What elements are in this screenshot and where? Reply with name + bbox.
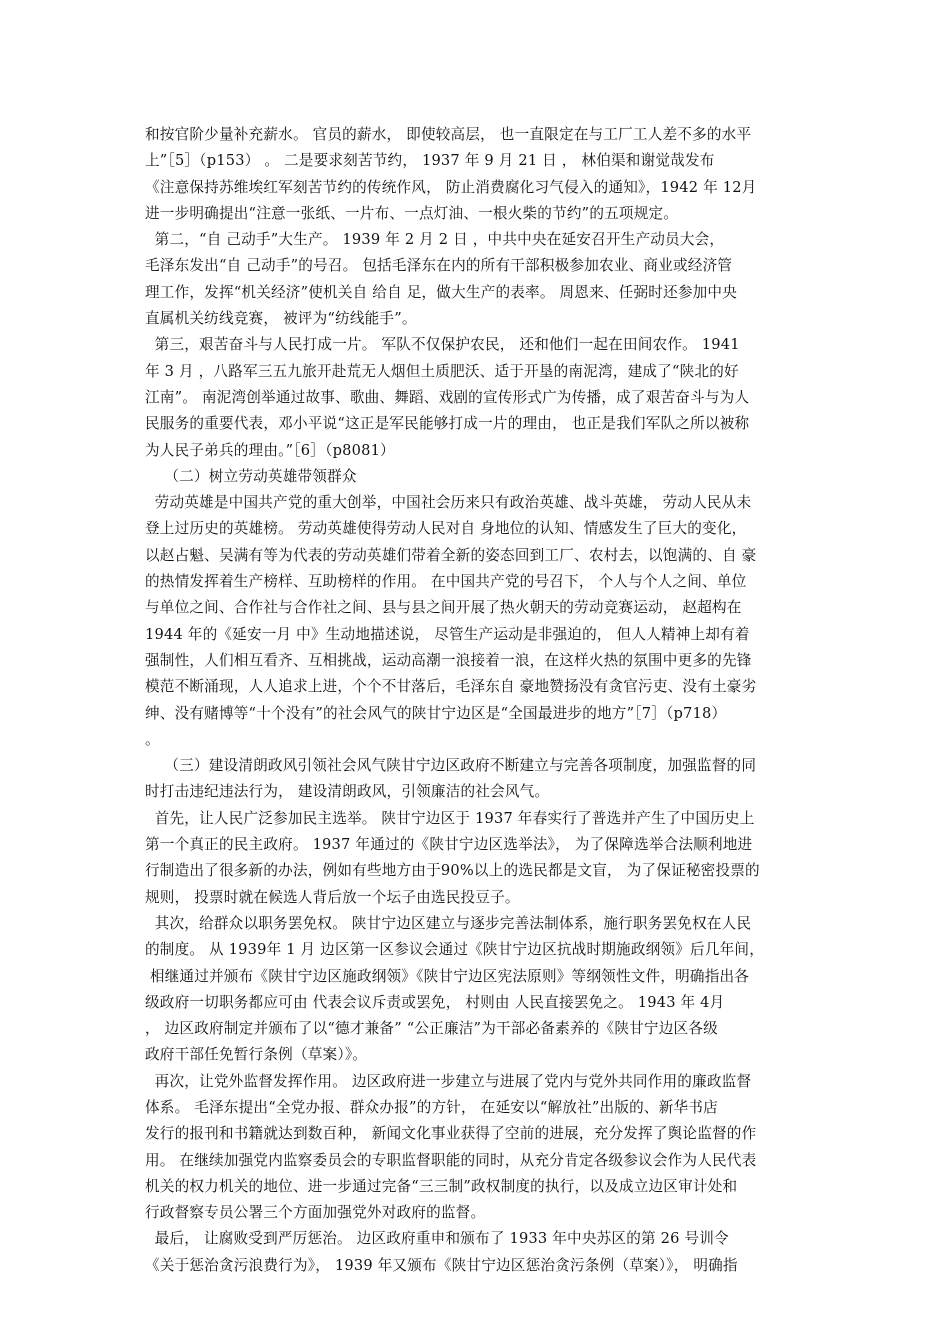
text-line: 再次，让党外监督发挥作用。 边区政府进一步建立与进展了党内与党外共同作用的廉政监督 bbox=[145, 1072, 752, 1090]
text-line: 政府干部任免暂行条例（草案）》。 bbox=[145, 1046, 368, 1064]
text-line: 与单位之间、合作社与合作社之间、县与县之间开展了热火朝天的劳动竞赛运动， 赵超构在 bbox=[145, 599, 742, 617]
text-line: 的热情发挥着生产榜样、互助榜样的作用。 在中国共产党的号召下， 个人与个人之间、单位 bbox=[145, 573, 747, 591]
text-line: 发行的报刊和书籍就达到数百种， 新闻文化事业获得了空前的进展，充分发挥了舆论监督的作 bbox=[145, 1125, 757, 1143]
text-line: 规则， 投票时就在候选人背后放一个坛子由选民投豆子。 bbox=[145, 888, 520, 906]
text-line: 第三，艰苦奋斗与人民打成一片。 军队不仅保护农民， 还和他们一起在田间农作。 1941 bbox=[145, 336, 740, 354]
text-line: 劳动英雄是中国共产党的重大创举，中国社会历来只有政治英雄、战斗英雄， 劳动人民从未 bbox=[145, 494, 752, 512]
text-line: 行政督察专员公署三个方面加强党外对政府的监督。 bbox=[145, 1204, 486, 1222]
text-line: 和按官阶少量补充薪水。 官员的薪水， 即使较高层， 也一直限定在与工厂工人差不多的水平 bbox=[145, 126, 752, 143]
section-heading: （三）建设清朗政风引领社会风气陕甘宁边区政府不断建立与完善各项制度，加强监督的同 bbox=[145, 757, 757, 775]
text-line: 用。 在继续加强党内监察委员会的专职监督职能的同时，从充分肯定各级参议会作为人民代表 bbox=[145, 1151, 757, 1169]
text-line: 登上过历史的英雄榜。 劳动英雄使得劳动人民对自 身地位的认知、情感发生了巨大的变化， bbox=[145, 520, 747, 538]
text-line: 毛泽东发出“自 己动手”的号召。 包括毛泽东在内的所有干部积极参加农业、商业或经济管 bbox=[145, 257, 733, 275]
text-line: 《关于惩治贪污浪费行为》， 1939 年又颁布《陕甘宁边区惩治贪污条例（草案）》， 明确指 bbox=[145, 1256, 738, 1274]
text-line: 绅、没有赌博等“十个没有”的社会风气的陕甘宁边区是“全国最进步的地方”［7］（p718） bbox=[145, 704, 727, 722]
text-line: 最后， 让腐败受到严厉惩治。 边区政府重申和颁布了 1933 年中央苏区的第 26 号训令 bbox=[145, 1230, 729, 1248]
text-line: ， 边区政府制定并颁布了以“德才兼备” “公正廉洁”为干部必备素养的《陕甘宁边区各级 bbox=[145, 1020, 718, 1038]
text-line: 相继通过并颁布《陕甘宁边区施政纲领》《陕甘宁边区宪法原则》等纲领性文件，明确指出各 bbox=[145, 967, 750, 985]
text-line: 体系。 毛泽东提出“全党办报、群众办报”的方针， 在延安以“解放社”出版的、新华书店 bbox=[145, 1098, 718, 1116]
text-line: 年 3 月 ，八路军三五九旅开赴荒无人烟但土质肥沃、适于开垦的南泥湾，建成了“陕北的好 bbox=[145, 362, 739, 380]
text-line: 上”［5］（p153） 。 二是要求刻苦节约， 1937 年 9 月 21 日 ， 林伯渠和谢觉哉发布 bbox=[145, 152, 715, 170]
text-line: 。 bbox=[145, 730, 160, 748]
text-line: 进一步明确提出“注意一张纸、一片布、一点灯油、一根火柴的节约”的五项规定。 bbox=[145, 204, 679, 222]
text-line: 时打击违纪违法行为， 建设清朗政风，引领廉洁的社会风气。 bbox=[145, 783, 550, 801]
text-line: 首先，让人民广泛参加民主选举。 陕甘宁边区于 1937 年春实行了普选并产生了中国历史上 bbox=[145, 809, 755, 827]
text-line: 第一个真正的民主政府。 1937 年通过的《陕甘宁边区选举法》， 为了保障选举合法顺利地进 bbox=[145, 836, 753, 854]
section-heading: （二）树立劳动英雄带领群众 bbox=[145, 467, 357, 485]
text-line: 的制度。 从 1939年 1 月 边区第一区参议会通过《陕甘宁边区抗战时期施政纲领》后几年间， bbox=[145, 941, 764, 959]
text-line: 机关的权力机关的地位、进一步通过完备“三三制”政权制度的执行，以及成立边区审计处和 bbox=[145, 1177, 738, 1195]
text-line: 第二，“自 己动手”大生产。 1939 年 2 月 2 日 ，中共中央在延安召开生产动员大会， bbox=[145, 231, 725, 249]
text-line: 《注意保持苏维埃红军刻苦节约的传统作风， 防止消费腐化习气侵入的通知》，1942 年 12月 bbox=[145, 178, 757, 196]
text-line: 理工作，发挥“机关经济”使机关自 给自 足，做大生产的表率。 周恩来、任弼时还参加中央 bbox=[145, 283, 738, 301]
text-line: 其次，给群众以职务罢免权。 陕甘宁边区建立与逐步完善法制体系，施行职务罢免权在人民 bbox=[145, 914, 752, 932]
text-line: 行制造出了很多新的办法，例如有些地方由于90%以上的选民都是文盲， 为了保证秘密投票的 bbox=[145, 862, 760, 880]
text-line: 模范不断涌现，人人追求上进，个个不甘落后，毛泽东自 豪地赞扬没有贪官污吏、没有土豪劣 bbox=[145, 678, 757, 696]
text-line: 以赵占魁、吴满有等为代表的劳动英雄们带着全新的姿态回到工厂、农村去，以饱满的、自 豪 bbox=[145, 546, 757, 564]
text-line: 级政府一切职务都应可由 代表会议斥责或罢免， 村则由 人民直接罢免之。 1943 年 4月 bbox=[145, 993, 725, 1011]
text-line: 直属机关纺线竞赛， 被评为“纺线能手”。 bbox=[145, 310, 417, 328]
text-line: 民服务的重要代表，邓小平说“这正是军民能够打成一片的理由， 也正是我们军队之所以被称 bbox=[145, 415, 750, 433]
text-line: 为人民子弟兵的理由。”［6］（p8081） bbox=[145, 441, 395, 459]
text-line: 江南”。 南泥湾创举通过故事、歌曲、舞蹈、戏剧的宣传形式广为传播，成了艰苦奋斗与为人 bbox=[145, 388, 750, 406]
text-line: 1944 年的《延安一月 中》生动地描述说， 尽管生产运动是非强迫的， 但人人精神上却有着 bbox=[145, 625, 750, 643]
document-body bbox=[145, 122, 807, 1279]
text-line: 强制性，人们相互看齐、互相挑战，运动高潮一浪接着一浪，在这样火热的氛围中更多的先锋 bbox=[145, 651, 752, 669]
